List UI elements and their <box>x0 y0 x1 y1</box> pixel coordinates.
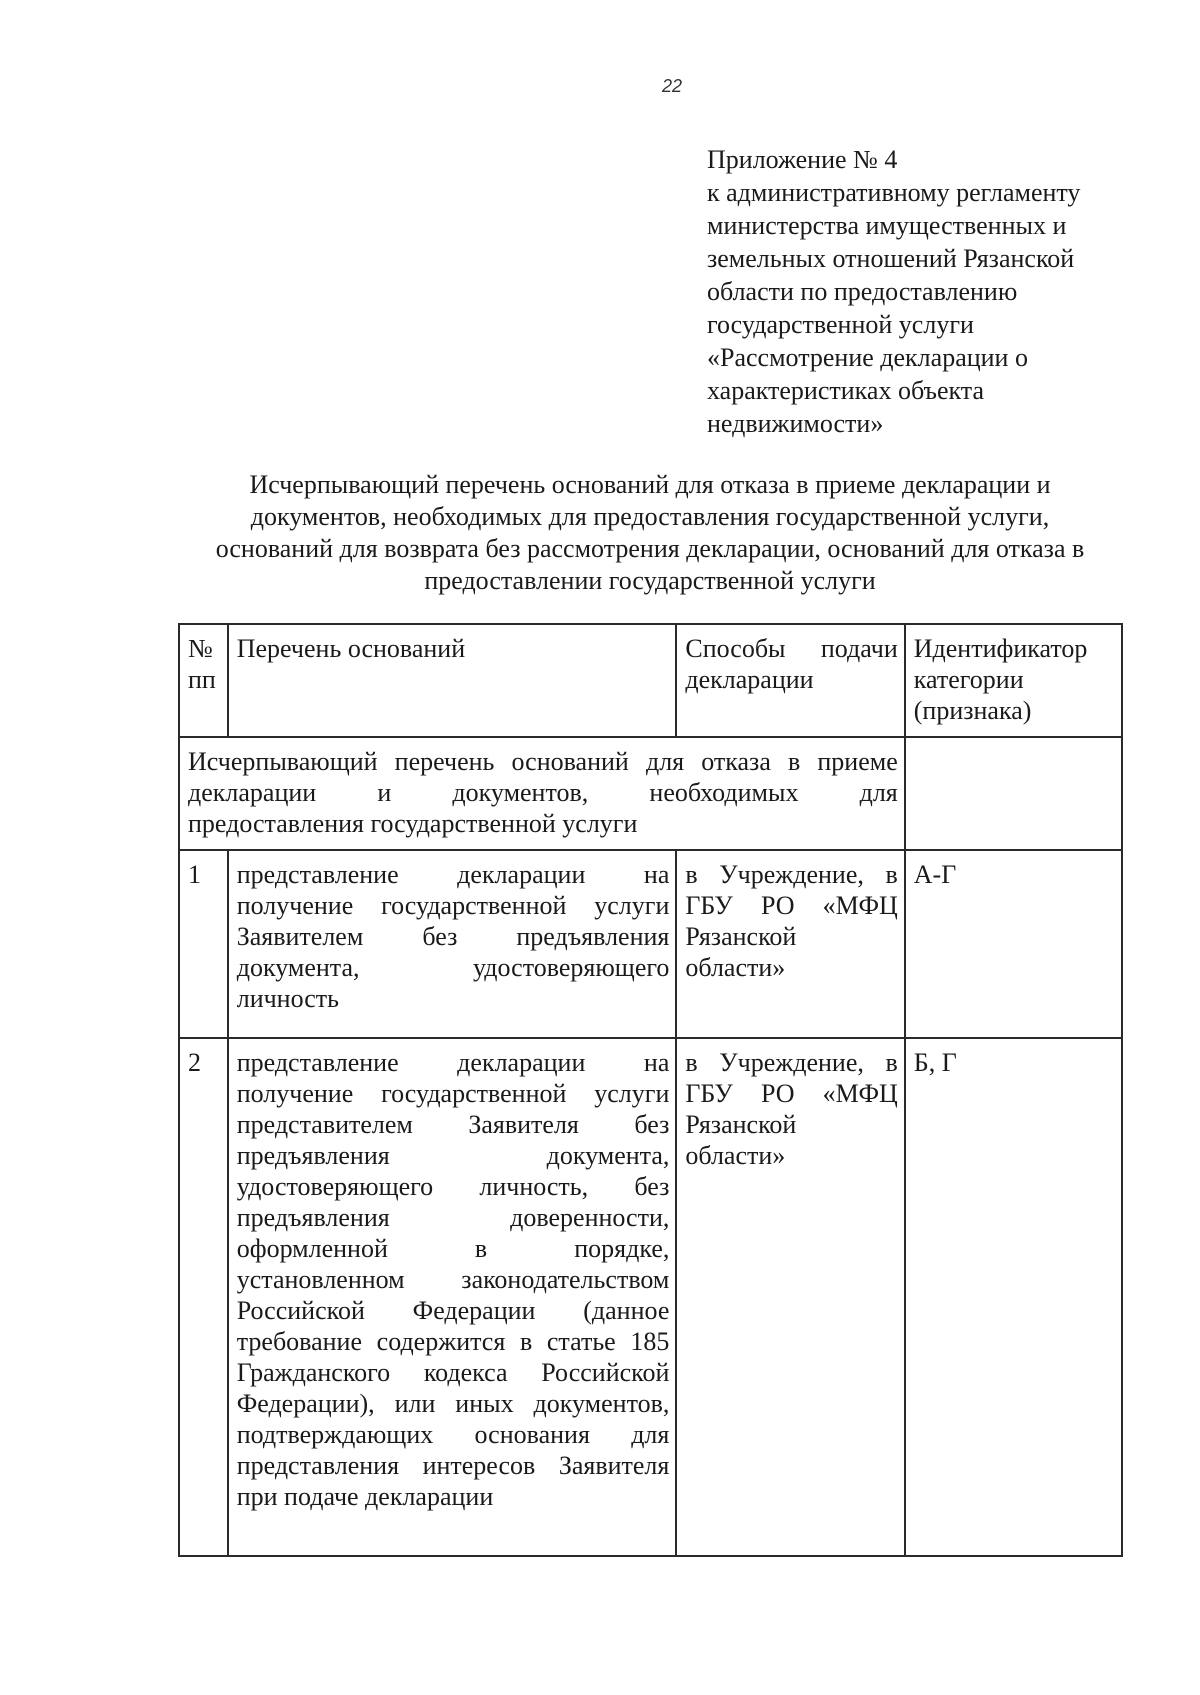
section-heading-line: Исчерпывающий перечень оснований для отказа в приеме <box>188 747 898 776</box>
header-method-label: декларации <box>685 665 814 694</box>
section-heading-cell <box>179 737 905 850</box>
ground-line: представление декларации на <box>236 1048 670 1077</box>
title-line: предоставлении государственной услуги <box>424 566 876 595</box>
method-line: области» <box>685 953 786 982</box>
header-ground-cell <box>228 624 677 737</box>
ground-line: предъявления документа, <box>236 1141 670 1170</box>
method-line: области» <box>685 1141 786 1170</box>
title-line: оснований для возврата без рассмотрения декларации, оснований для отказа в <box>215 534 1085 563</box>
ground-line: Заявителем без предъявления <box>236 922 670 951</box>
ground-line: Гражданского кодекса Российской <box>236 1358 670 1387</box>
header-id-label: (признака) <box>913 696 1032 725</box>
header-ground-label: Перечень оснований <box>236 634 466 663</box>
header-method-cell <box>676 624 904 737</box>
row-ground-cell <box>228 1038 677 1556</box>
section-heading-line: декларации и документов, необходимых для <box>188 778 898 807</box>
row-number-cell: 1 <box>179 850 228 1038</box>
appendix-line: министерства имущественных и <box>707 211 1067 240</box>
ground-line: представителем Заявителя без <box>236 1110 670 1139</box>
table-section-row <box>179 737 1122 850</box>
appendix-line: области по предоставлению <box>707 277 1018 306</box>
ground-line: удостоверяющего личность, без <box>236 1172 670 1201</box>
title-line: Исчерпывающий перечень оснований для отказа в приеме декларации и <box>249 470 1051 499</box>
table-row <box>179 850 1122 1038</box>
method-line: Рязанской <box>685 1110 797 1139</box>
ground-line: представления интересов Заявителя <box>236 1451 670 1480</box>
method-line: Рязанской <box>685 922 797 951</box>
header-method-label: Способы подачи <box>685 634 898 663</box>
method-line: ГБУ РО «МФЦ <box>685 1079 898 1108</box>
ground-line: подтверждающих основания для <box>236 1420 670 1449</box>
appendix-line: характеристиках объекта <box>707 376 985 405</box>
appendix-line: «Рассмотрение декларации о <box>707 343 1028 372</box>
header-number-label: № <box>188 634 213 663</box>
table-header-row <box>179 624 1122 737</box>
document-title <box>150 469 1150 597</box>
ground-line: при подаче декларации <box>236 1482 494 1511</box>
title-line: документов, необходимых для предоставления государственной услуги, <box>250 502 1050 531</box>
method-line: в Учреждение, в <box>685 860 898 889</box>
ground-line: оформленной в порядке, <box>236 1234 670 1263</box>
ground-line: требование содержится в статье 185 <box>236 1327 670 1356</box>
appendix-line: государственной услуги <box>707 310 974 339</box>
ground-line: получение государственной услуги <box>236 1079 670 1108</box>
row-method-cell <box>676 850 904 1038</box>
ground-line: Российской Федерации (данное <box>236 1296 670 1325</box>
grounds-table <box>178 623 1123 1557</box>
row-number-cell: 2 <box>179 1038 228 1556</box>
section-empty-cell <box>905 737 1122 850</box>
appendix-line: недвижимости» <box>707 409 884 438</box>
row-method-cell <box>676 1038 904 1556</box>
appendix-line: Приложение № 4 <box>707 145 898 174</box>
method-line: в Учреждение, в <box>685 1048 898 1077</box>
ground-line: получение государственной услуги <box>236 891 670 920</box>
header-number-cell <box>179 624 228 737</box>
row-id-cell: А-Г <box>905 850 1122 1038</box>
row-id-cell: Б, Г <box>905 1038 1122 1556</box>
section-heading-line: предоставления государственной услуги <box>188 809 638 838</box>
ground-line: представление декларации на <box>236 860 670 889</box>
appendix-line: земельных отношений Рязанской <box>707 244 1075 273</box>
method-line: ГБУ РО «МФЦ <box>685 891 898 920</box>
row-ground-cell <box>228 850 677 1038</box>
ground-line: предъявления доверенности, <box>236 1203 670 1232</box>
ground-line: Федерации), или иных документов, <box>236 1389 670 1418</box>
header-id-label: Идентификатор <box>913 634 1088 663</box>
header-number-label: пп <box>188 665 216 694</box>
header-id-cell <box>905 624 1122 737</box>
page-number: 22 <box>662 76 683 96</box>
appendix-line: к административному регламенту <box>707 178 1081 207</box>
ground-line: личность <box>236 984 340 1013</box>
ground-line: установленном законодательством <box>236 1265 670 1294</box>
ground-line: документа, удостоверяющего <box>236 953 670 982</box>
appendix-heading <box>707 143 1147 440</box>
header-id-label: категории <box>913 665 1024 694</box>
table-row <box>179 1038 1122 1556</box>
